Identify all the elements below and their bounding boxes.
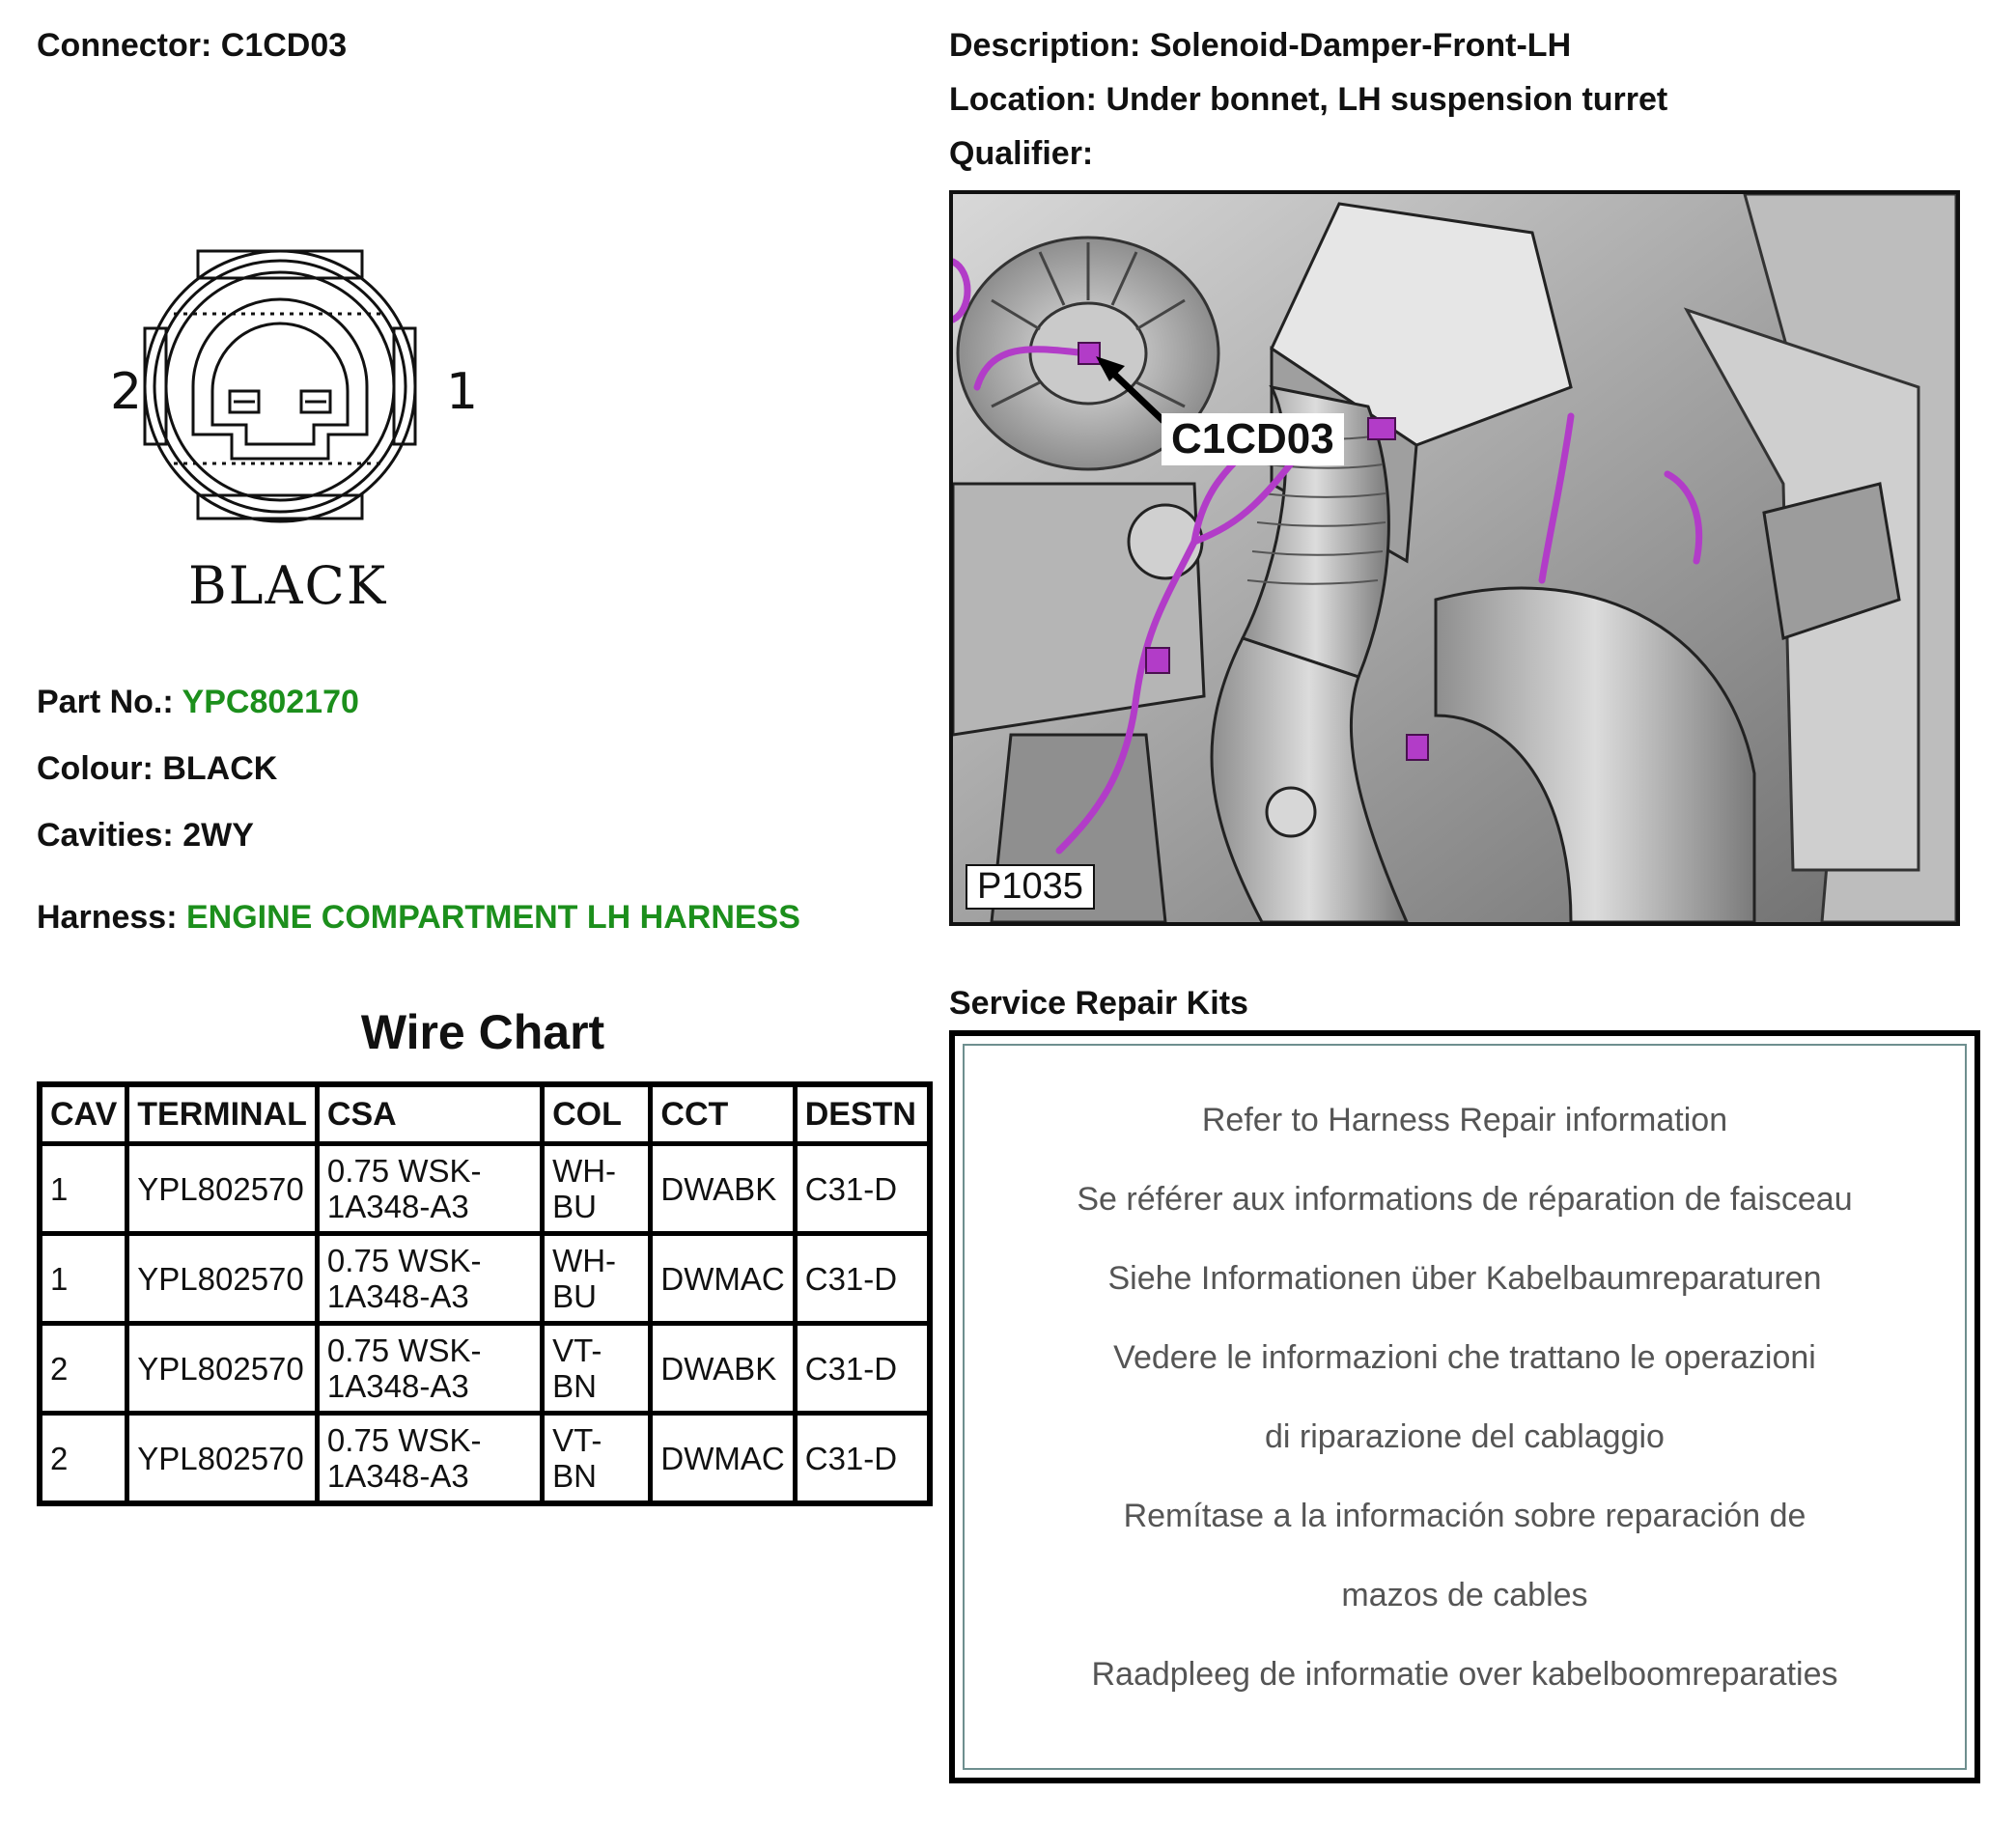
connector-body-icon bbox=[145, 251, 415, 521]
wire-chart-table bbox=[37, 1081, 933, 1506]
cell-cav: 1 bbox=[40, 1144, 127, 1234]
repair-kits-inner-frame bbox=[963, 1044, 1967, 1770]
cell-destn: C31-D bbox=[795, 1144, 930, 1234]
cell-cav: 1 bbox=[40, 1234, 127, 1324]
part-number-label: Part No.: bbox=[37, 684, 174, 720]
repair-line: Refer to Harness Repair information bbox=[1201, 1102, 1728, 1138]
connector-color-label: BLACK bbox=[188, 555, 388, 616]
colour-label: Colour: bbox=[37, 750, 154, 787]
connector-label: Connector: bbox=[37, 27, 212, 64]
cell-cct: DWABK bbox=[651, 1144, 795, 1234]
connector-value: C1CD03 bbox=[220, 27, 348, 64]
qualifier-label: Qualifier: bbox=[949, 135, 1094, 172]
repair-line: Vedere le informazioni che trattano le operazioni bbox=[1113, 1339, 1816, 1376]
cell-cav: 2 bbox=[40, 1324, 127, 1414]
table-row bbox=[40, 1144, 930, 1234]
cell-terminal: YPL802570 bbox=[127, 1414, 318, 1504]
header-cav: CAV bbox=[40, 1084, 127, 1144]
repair-line: Raadpleeg de informatie over kabelboomreparaties bbox=[1091, 1656, 1838, 1693]
pin-right-label: 1 bbox=[446, 363, 479, 421]
photo-callout-label: C1CD03 bbox=[1162, 413, 1344, 465]
description-value: Solenoid-Damper-Front-LH bbox=[1149, 27, 1572, 64]
table-row bbox=[40, 1324, 930, 1414]
table-header-row bbox=[40, 1084, 930, 1144]
repair-line: Remítase a la información sobre reparación de bbox=[1123, 1498, 1806, 1534]
cavities-line bbox=[37, 817, 254, 855]
harness-line bbox=[37, 899, 800, 937]
engine-bay-illustration bbox=[953, 194, 1956, 922]
cell-terminal: YPL802570 bbox=[127, 1144, 318, 1234]
cell-destn: C31-D bbox=[795, 1324, 930, 1414]
location-label: Location: bbox=[949, 81, 1097, 118]
header-col: COL bbox=[543, 1084, 651, 1144]
connector-line bbox=[37, 27, 347, 65]
part-number-link[interactable]: YPC802170 bbox=[182, 684, 359, 720]
repair-kits-title: Service Repair Kits bbox=[949, 985, 1248, 1022]
repair-kits-box bbox=[949, 1030, 1980, 1783]
cell-col: WH-BU bbox=[543, 1234, 651, 1324]
photo-reference-label: P1035 bbox=[966, 864, 1095, 910]
cell-destn: C31-D bbox=[795, 1234, 930, 1324]
header-destn: DESTN bbox=[795, 1084, 930, 1144]
cell-terminal: YPL802570 bbox=[127, 1324, 318, 1414]
colour-value: BLACK bbox=[162, 750, 278, 787]
cell-col: WH-BU bbox=[543, 1144, 651, 1234]
location-value: Under bonnet, LH suspension turret bbox=[1106, 81, 1668, 118]
colour-line bbox=[37, 750, 277, 788]
location-line bbox=[949, 81, 1667, 119]
cell-csa: 0.75 WSK-1A348-A3 bbox=[317, 1324, 542, 1414]
cell-cct: DWMAC bbox=[651, 1234, 795, 1324]
cavities-value: 2WY bbox=[182, 817, 254, 854]
header-csa: CSA bbox=[317, 1084, 542, 1144]
cell-csa: 0.75 WSK-1A348-A3 bbox=[317, 1144, 542, 1234]
harness-label: Harness: bbox=[37, 899, 178, 936]
cell-csa: 0.75 WSK-1A348-A3 bbox=[317, 1234, 542, 1324]
cell-cav: 2 bbox=[40, 1414, 127, 1504]
repair-line: Se référer aux informations de réparation de faisceau bbox=[1077, 1181, 1853, 1218]
cell-cct: DWABK bbox=[651, 1324, 795, 1414]
cell-col: VT-BN bbox=[543, 1324, 651, 1414]
header-cct: CCT bbox=[651, 1084, 795, 1144]
repair-line: mazos de cables bbox=[1341, 1577, 1588, 1613]
description-line bbox=[949, 27, 1571, 65]
location-photo bbox=[949, 190, 1960, 926]
cell-csa: 0.75 WSK-1A348-A3 bbox=[317, 1414, 542, 1504]
cell-destn: C31-D bbox=[795, 1414, 930, 1504]
cavities-label: Cavities: bbox=[37, 817, 174, 854]
repair-line: Siehe Informationen über Kabelbaumreparaturen bbox=[1107, 1260, 1822, 1297]
cell-terminal: YPL802570 bbox=[127, 1234, 318, 1324]
cell-cct: DWMAC bbox=[651, 1414, 795, 1504]
table-row bbox=[40, 1234, 930, 1324]
description-label: Description: bbox=[949, 27, 1141, 64]
part-number-line bbox=[37, 684, 359, 721]
cell-col: VT-BN bbox=[543, 1414, 651, 1504]
header-terminal: TERMINAL bbox=[127, 1084, 318, 1144]
connector-face-diagram bbox=[87, 237, 492, 526]
wire-chart-title: Wire Chart bbox=[360, 1005, 605, 1059]
table-row bbox=[40, 1414, 930, 1504]
harness-link[interactable]: ENGINE COMPARTMENT LH HARNESS bbox=[185, 899, 800, 936]
qualifier-line bbox=[949, 135, 1093, 173]
repair-line: di riparazione del cablaggio bbox=[1265, 1418, 1665, 1455]
pin-left-label: 2 bbox=[110, 363, 143, 421]
